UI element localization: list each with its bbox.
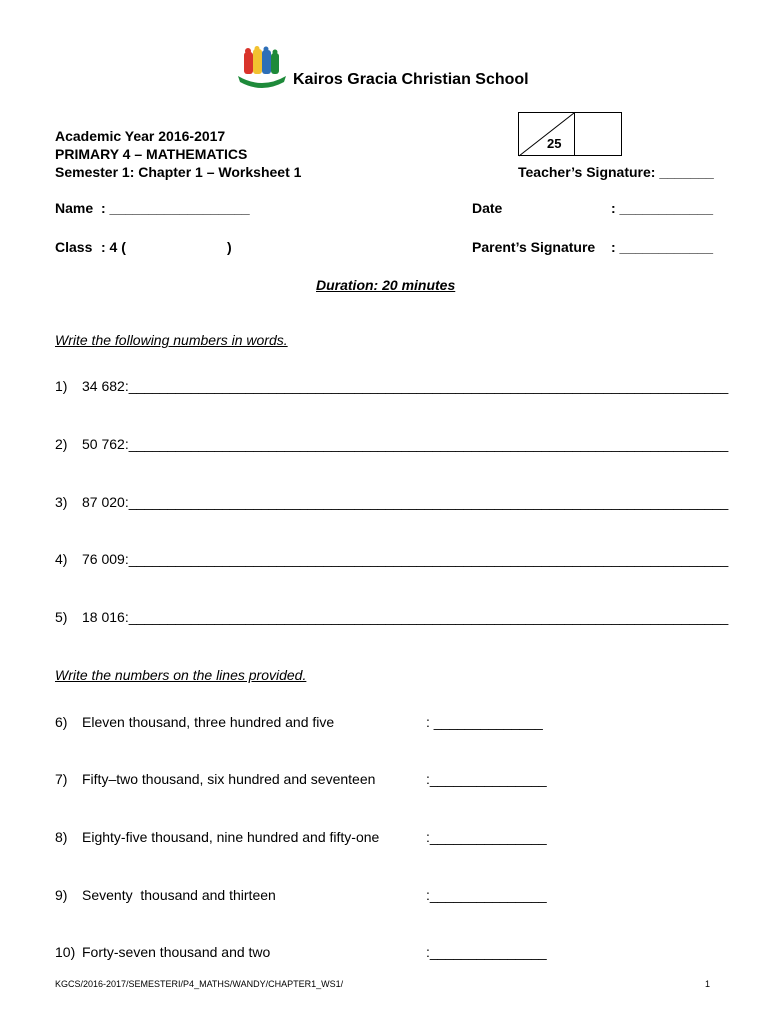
question-number: 3)	[55, 494, 68, 510]
question-number: 7)	[55, 771, 68, 787]
class-label: Class	[55, 239, 93, 255]
question-text: Fifty–two thousand, six hundred and seventeen	[82, 771, 376, 787]
answer-line[interactable]: :_______________	[426, 944, 547, 960]
question-number: 10)	[55, 944, 76, 960]
question-text: Eighty-five thousand, nine hundred and fifty-one	[82, 829, 380, 845]
question-number: 1)	[55, 378, 68, 394]
score-box	[518, 112, 622, 156]
score-total: 25	[547, 136, 562, 151]
page-number: 1	[705, 979, 711, 989]
section1-instruction: Write the following numbers in words.	[55, 332, 288, 348]
question-text: Eleven thousand, three hundred and five	[82, 714, 335, 730]
answer-line[interactable]: :_______________	[426, 771, 547, 787]
date-field[interactable]: : ____________	[611, 200, 713, 216]
academic-year: Academic Year 2016-2017	[55, 128, 226, 144]
school-name: Kairos Gracia Christian School	[293, 71, 529, 88]
question-number: 6)	[55, 714, 68, 730]
name-label: Name	[55, 200, 94, 216]
question-line[interactable]: 76 009:_____________________________________________________________________________	[82, 551, 729, 567]
question-number: 4)	[55, 551, 68, 567]
question-number: 9)	[55, 887, 68, 903]
parent-signature-field[interactable]: : ____________	[611, 239, 713, 255]
question-number: 5)	[55, 609, 68, 625]
question-line[interactable]: 87 020:_____________________________________________________________________________	[82, 494, 729, 510]
question-line[interactable]: 50 762:_____________________________________________________________________________	[82, 436, 729, 452]
question-number: 2)	[55, 436, 68, 452]
name-field[interactable]: : __________________	[101, 200, 250, 216]
parent-signature-label: Parent’s Signature	[472, 239, 596, 255]
question-text: Forty-seven thousand and two	[82, 944, 271, 960]
class-field[interactable]: : 4 ( )	[101, 239, 232, 255]
subject-title: PRIMARY 4 – MATHEMATICS	[55, 146, 248, 162]
answer-line[interactable]: :_______________	[426, 887, 547, 903]
question-number: 8)	[55, 829, 68, 845]
section2-instruction: Write the numbers on the lines provided.	[55, 667, 307, 683]
question-line[interactable]: 18 016:_____________________________________________________________________________	[82, 609, 729, 625]
date-label: Date	[472, 200, 503, 216]
school-logo	[234, 46, 290, 90]
answer-line[interactable]: : ______________	[426, 714, 543, 730]
worksheet-title: Semester 1: Chapter 1 – Worksheet 1	[55, 164, 302, 180]
answer-line[interactable]: :_______________	[426, 829, 547, 845]
question-text: Seventy thousand and thirteen	[82, 887, 276, 903]
teacher-signature: Teacher’s Signature: _______	[518, 164, 714, 180]
duration: Duration: 20 minutes	[316, 277, 456, 293]
footer-path: KGCS/2016-2017/SEMESTERI/P4_MATHS/WANDY/CHAPTER1_WS1/	[55, 979, 344, 989]
question-line[interactable]: 34 682:_____________________________________________________________________________	[82, 378, 729, 394]
